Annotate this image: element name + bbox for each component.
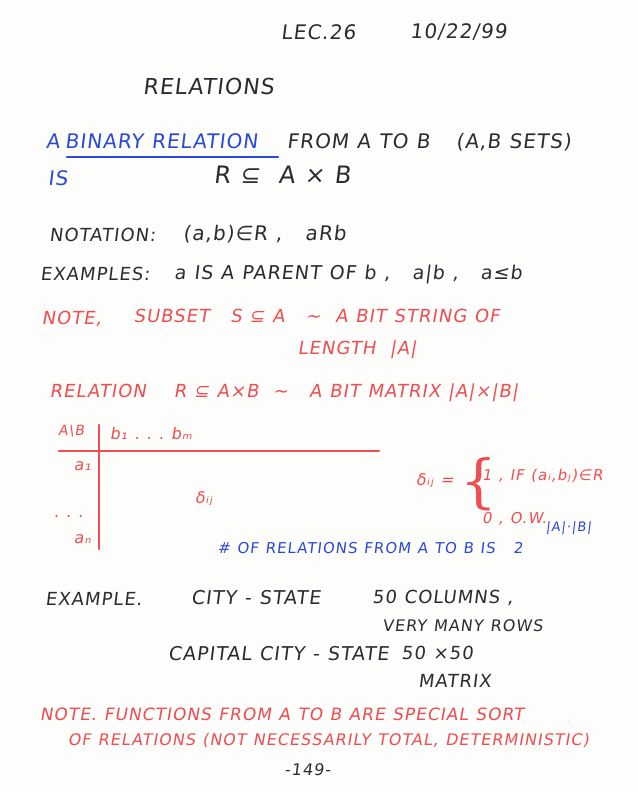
matrix-corner-label: A\B <box>57 423 88 439</box>
notation-value: (a,b)∈R , aRb <box>182 221 350 245</box>
delta-case-two: 0 , O.W. <box>481 509 551 527</box>
example-city-state: CITY - STATE <box>190 587 324 609</box>
example-5050: 50 ×50 <box>400 643 476 664</box>
delta-case-one: 1 , IF (aᵢ,bⱼ)∈R <box>481 466 607 484</box>
definition-article: A <box>45 129 63 153</box>
notation-label: NOTATION: <box>48 225 159 246</box>
definition-sets: (A,B SETS) <box>455 129 575 153</box>
example-matrix: MATRIX <box>417 671 494 692</box>
example-rows: VERY MANY ROWS <box>381 616 546 635</box>
definition-term: BINARY RELATION <box>64 129 261 153</box>
matrix-row-last: aₙ <box>73 528 95 547</box>
note-functions-line2: OF RELATIONS (NOT NECESSARILY TOTAL, DETERMINISTIC) <box>67 730 593 749</box>
relation-count-exponent: |A|·|B| <box>545 520 594 535</box>
page-title: RELATIONS <box>142 75 278 100</box>
example-columns: 50 COLUMNS , <box>371 587 516 608</box>
example-label: EXAMPLE. <box>44 589 145 610</box>
lecture-date: 10/22/99 <box>409 19 511 43</box>
matrix-vertical-rule <box>98 424 100 550</box>
example-capital-city-state: CAPITAL CITY - STATE <box>167 643 392 665</box>
note-subset-label: NOTE, <box>40 308 106 329</box>
note-functions-line1: NOTE. FUNCTIONS FROM A TO B ARE SPECIAL SORT <box>38 705 528 725</box>
brace-icon: { <box>460 447 497 515</box>
page-number: -149- <box>283 760 334 779</box>
lecture-number: LEC.26 <box>280 20 359 44</box>
matrix-horizontal-rule <box>58 450 380 452</box>
matrix-column-labels: b₁ . . . bₘ <box>109 424 196 443</box>
delta-definition-lhs: δᵢⱼ = <box>415 470 458 489</box>
note-subset-text: SUBSET S ⊆ A ~ A BIT STRING OF <box>132 306 504 327</box>
definition-formula: R ⊆ A × B <box>212 161 355 189</box>
examples-value: a IS A PARENT OF b , a|b , a≤b <box>173 262 526 284</box>
matrix-row-dots: . . . <box>53 502 87 521</box>
definition-from: FROM A TO B <box>286 129 434 153</box>
matrix-row-first: a₁ <box>73 455 95 474</box>
definition-is: IS <box>47 166 71 190</box>
definition-term-underline <box>66 156 279 158</box>
examples-label: EXAMPLES: <box>39 264 153 285</box>
relation-count-text: # OF RELATIONS FROM A TO B IS 2 <box>217 539 526 557</box>
relation-bitmatrix-line: RELATION R ⊆ A×B ~ A BIT MATRIX |A|×|B| <box>48 381 522 402</box>
note-subset-length: LENGTH |A| <box>296 338 420 359</box>
matrix-entry-label: δᵢⱼ <box>194 488 216 507</box>
